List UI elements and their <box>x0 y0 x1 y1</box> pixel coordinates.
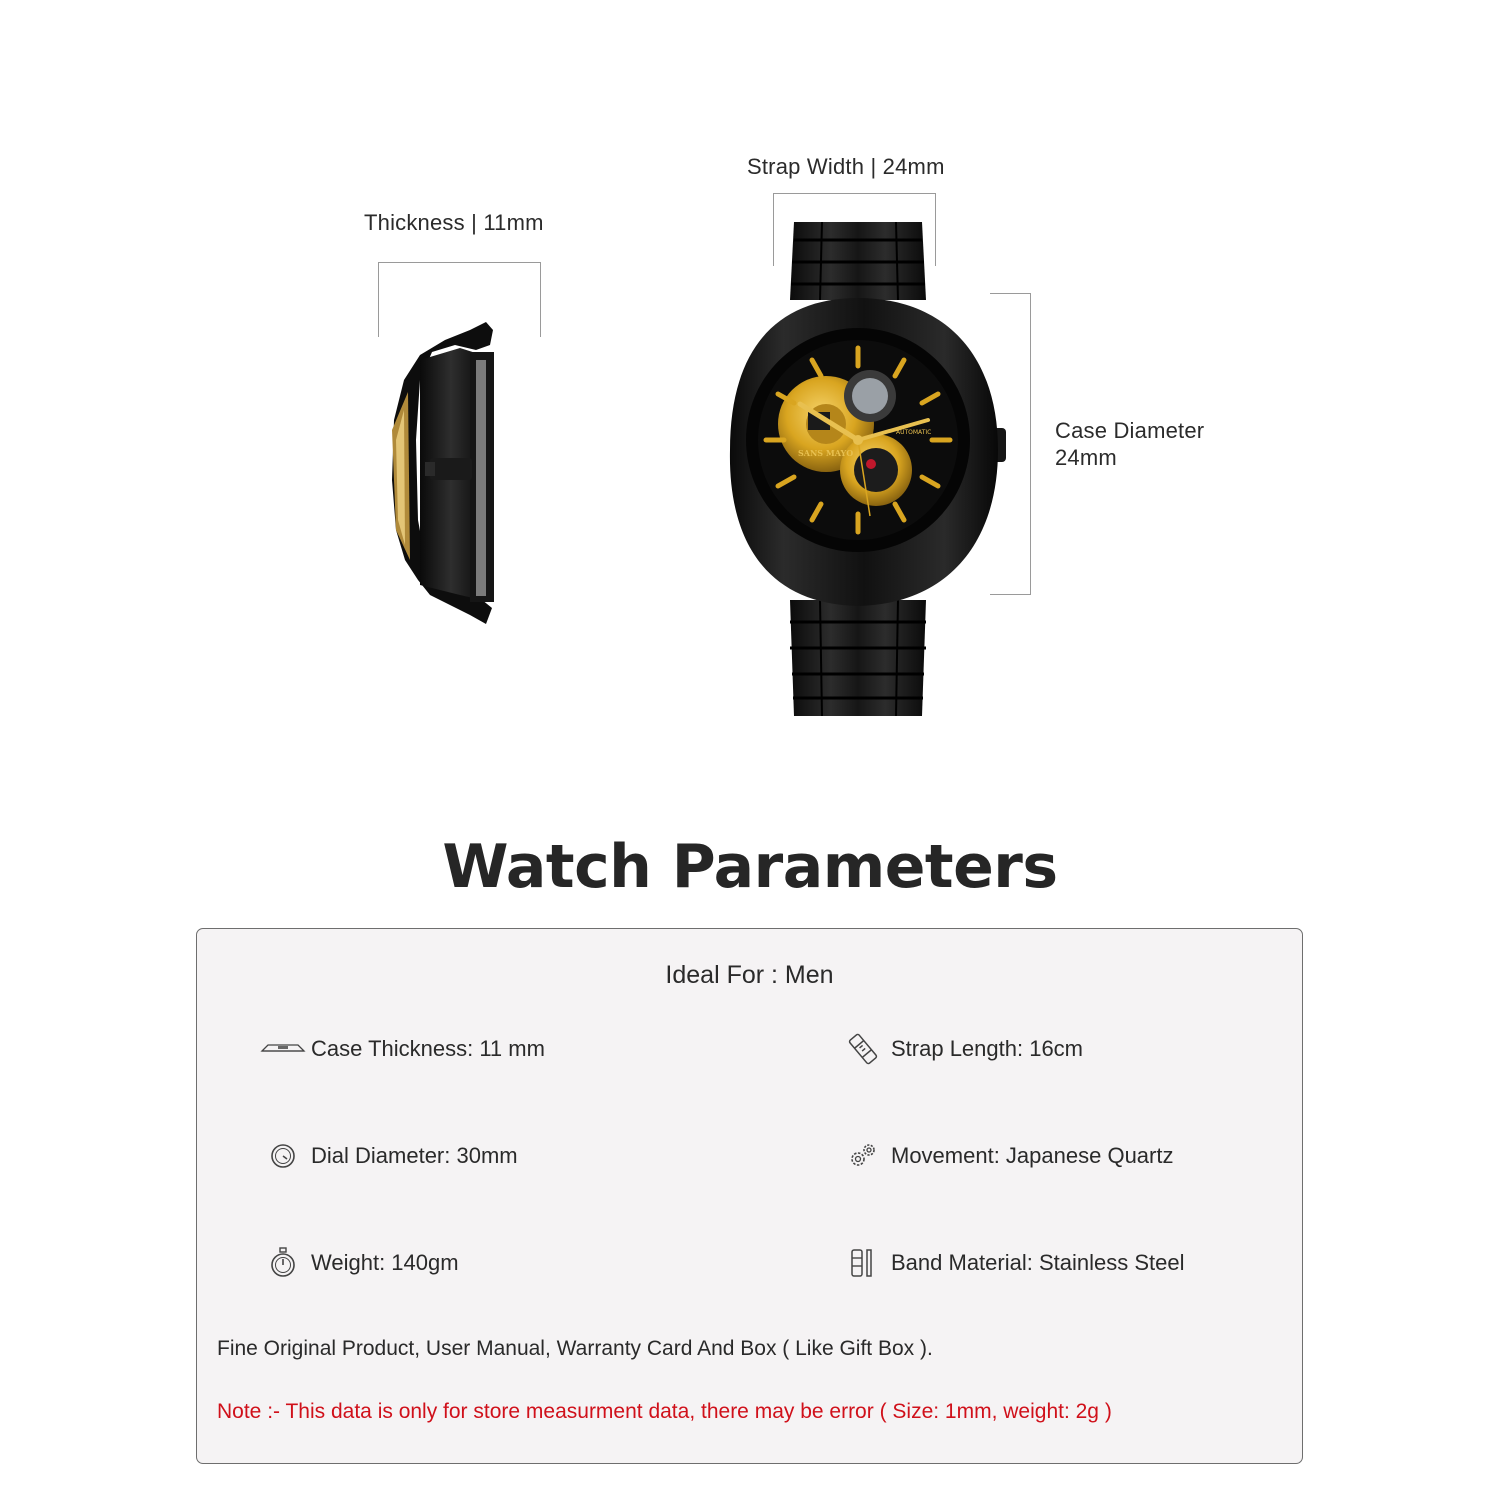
watch-front-view <box>730 222 1006 716</box>
brand-mark: SANS MAYO <box>798 448 854 458</box>
watch-side-view <box>392 322 494 624</box>
case-thickness-spec <box>259 1033 545 1065</box>
strap-length-text: Strap Length: 16cm <box>891 1036 1084 1061</box>
case-diameter-bracket <box>990 293 1031 595</box>
dial-automatic-text: AUTOMATIC <box>896 429 932 436</box>
band-icon <box>839 1247 887 1279</box>
strap-length-spec <box>839 1033 1083 1065</box>
strap-icon <box>839 1033 887 1065</box>
dial-icon <box>259 1140 307 1172</box>
case-diameter-label-line2: 24mm <box>1055 445 1117 470</box>
thickness-label: Thickness | 11mm <box>364 210 544 235</box>
weight-text: Weight: 140gm <box>311 1250 459 1275</box>
thickness-bracket <box>378 262 541 337</box>
weight-spec <box>259 1247 459 1279</box>
page-title: Watch Parameters <box>442 832 1058 902</box>
strap-width-bracket <box>773 193 936 266</box>
case-diameter-label-line1: Case Diameter <box>1055 418 1205 443</box>
measurement-note: Note :- This data is only for store measurment data, there may be error ( Size: 1mm, weight: 2g ) <box>217 1400 1112 1423</box>
case-diameter-label <box>1055 417 1204 471</box>
dial-diameter-spec <box>259 1140 518 1172</box>
stopwatch-icon <box>259 1247 307 1279</box>
case-thickness-text: Case Thickness: 11 mm <box>311 1036 545 1061</box>
movement-spec <box>839 1140 1173 1172</box>
package-contents: Fine Original Product, User Manual, Warranty Card And Box ( Like Gift Box ). <box>217 1337 933 1360</box>
ideal-for-text: Ideal For : Men <box>665 961 834 989</box>
parameters-card <box>196 928 1303 1464</box>
strap-width-label: Strap Width | 24mm <box>747 154 945 179</box>
dial-diameter-text: Dial Diameter: 30mm <box>311 1143 518 1168</box>
case-thickness-icon <box>259 1033 307 1065</box>
gears-icon <box>839 1140 887 1172</box>
band-material-text: Band Material: Stainless Steel <box>891 1250 1185 1275</box>
band-material-spec <box>839 1247 1185 1279</box>
movement-text: Movement: Japanese Quartz <box>891 1143 1174 1168</box>
